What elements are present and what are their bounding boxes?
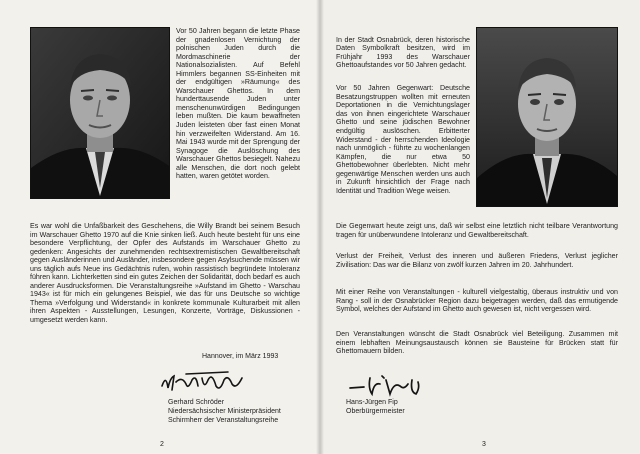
- signer-title-ministerpraesident: Niedersächsischer Ministerpräsident: [168, 408, 281, 415]
- signer-title-schirmherr: Schirmherr der Veranstaltungsreihe: [168, 417, 279, 424]
- right-signer-block: [346, 398, 405, 416]
- right-paragraph-1: Die Gegenwart heute zeigt uns, daß wir selbst eine letztlich nicht teilbare Verantwortung tragen für unüberwundene Intoleranz und Gewaltbereitschaft.: [336, 222, 618, 239]
- center-fold: [316, 0, 324, 454]
- left-body-text: Es war wohl die Unfaßbarkeit des Geschehens, die Willy Brandt bei seinem Besuch im Warschauer Ghetto 1970 auf die Knie sinken ließ. Auch heute besteht für uns eine besondere Verpflichtung, der Opfer des Aufstands im Warschauer Ghetto zu gedenken: Angesichts der zunehmenden rechtsextremistischen Gewaltbereitschaft gegen Ausländerinnen und Ausländer, insbesondere gegen Asylsuchende müssen wir uns täglich aufs Neue ins Gedächtnis rufen, wohin rassistisch begründete Intoleranz führen kann. Lichterketten sind ein gutes Zeichen der Solidarität, doch bedarf es auch anderer Ausdrucksformen. Die Veranstaltungsreihe »Aufstand im Ghetto - Warschau 1943« ist für mich ein gelungenes Beispiel, wie das für uns Deutsche so wichtige Thema »Verfolgung und Widerstand« in konkrete kommunale Kulturarbeit mit allen ihren Aspekten - Ausstellungen, Lesungen, Konzerte, Vorträge, Diskussionen - umgesetzt werden kann.: [30, 222, 300, 325]
- right-column-text-2: Vor 50 Jahren Gegenwart: Deutsche Besatzungstruppen wollten mit erneuten Deportationen in die Vernichtungslager das von ihnen eingerichtete Warschauer Ghetto und seine jüdischen Bewohner endgültig auslöschen. Erbitterter Widerstand - der herrschenden Ideologie nach unmöglich - führte zu wochenlangen Kämpfen, die nur etwa 50 Ghettobewohner überlebten. Nicht mehr gegenwärtige Menschen werden uns auch in Zukunft hinsichtlich der Frage nach Identität und Tradition Wege weisen.: [336, 84, 470, 195]
- right-column-text-1: In der Stadt Osnabrück, deren historische Daten Symbolkraft besitzen, wird im Frühjahr 1993 des Warschauer Ghettoaufstandes vor 50 Jahren gedacht.: [336, 35, 470, 70]
- signature-fip: [346, 374, 436, 398]
- portrait-photo-schroeder: [30, 27, 170, 199]
- right-paragraph-3: Mit einer Reihe von Veranstaltungen - kulturell vielgestaltig, überaus instruktiv und von Rang - soll in der Osnabrücker Region dazu beigetragen werden, daß das ermutigende Symbol, welches der Aufstand im Ghetto auch gewesen ist, nicht vergessen wird.: [336, 288, 618, 314]
- signature-schroeder: [158, 368, 254, 396]
- right-column: [336, 27, 470, 204]
- signer-name-fip: Hans-Jürgen Fip: [346, 399, 398, 406]
- right-page: [320, 0, 640, 454]
- right-paragraph-4: Den Veranstaltungen wünscht die Stadt Osnabrück viel Beteiligung. Zusammen mit einem lebhaften Meinungsaustausch können sie Bausteine für Brücken statt für Ghettomauern bilden.: [336, 330, 618, 356]
- signer-title-oberbuergermeister: Oberbürgermeister: [346, 408, 405, 415]
- right-paragraph-2: Verlust der Freiheit, Verlust des inneren und äußeren Friedens, Verlust jeglicher Zivilisation: Das war die Bilanz von zwölf kurzen Jahren im 20. Jahrhundert.: [336, 252, 618, 269]
- left-place-date: Hannover, im März 1993: [202, 353, 279, 360]
- left-signer-block: [168, 398, 281, 425]
- page-number-left: 2: [160, 441, 164, 448]
- portrait-image: [477, 28, 617, 206]
- page-number-right: 3: [482, 441, 486, 448]
- intro-column-text: Vor 50 Jahren begann die letzte Phase der gnadenlosen Vernichtung der polnischen Juden durch die Mordmaschinerie der Nationalsozialisten. Auf Befehl Himmlers begannen SS-Einheiten mit der endgültigen »Räumung« des Warschauer Ghettos. In dem hunderttausende Juden unter menschenunwürdigen Bedingungen leben mußten. Die kaum bewaffneten Juden leisteten über fast einen Monat hin verzweifelten Widerstand. Am 16. Mai 1943 wurde mit der Sprengung der Synagoge die Auslöschung des Warschauer Ghettos besiegelt. Nahezu alle Menschen, die dort noch gelebt hatten, waren getötet worden.: [176, 27, 300, 181]
- signer-name-schroeder: Gerhard Schröder: [168, 399, 225, 406]
- portrait-image: [31, 28, 169, 198]
- portrait-photo-fip: [476, 27, 618, 207]
